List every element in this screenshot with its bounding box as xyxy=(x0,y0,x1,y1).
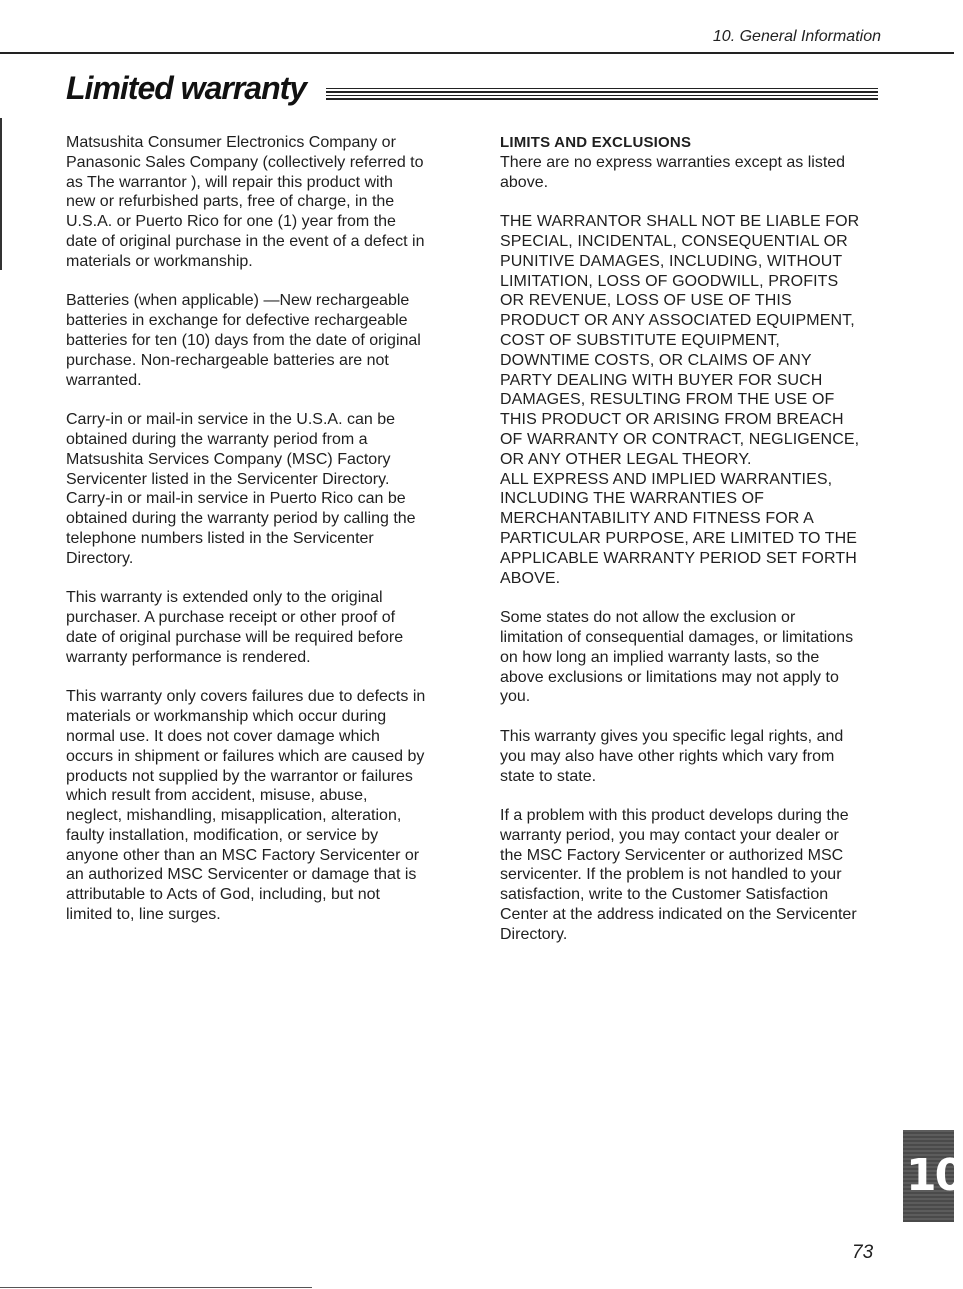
left-column xyxy=(66,133,451,945)
contact-paragraph: If a problem with this product develops during the warranty period, you may contact your dealer or the MSC Factory Servicenter or authorized MSC servicenter. If the problem is not handled to your satisfaction, write to the Customer Satisfaction Center at the address indicated on the Servicenter Directory. xyxy=(500,807,857,943)
service-paragraph: Carry-in or mail-in service in the U.S.A. can be obtained during the warranty period from a Matsushita Services Company (MSC) Factory Servicenter listed in the Servicenter Directory. Carry-in or mail-in service in Puerto Rico can be obtained during the warranty period by calling the telephone numbers listed in the Servicenter Directory. xyxy=(66,411,416,567)
title-rules xyxy=(326,88,878,102)
limits-intro: There are no express warranties except as listed above. xyxy=(500,153,846,191)
running-header: 10. General Information xyxy=(712,28,881,45)
page-title: Limited warranty xyxy=(66,70,307,106)
limits-heading: LIMITS AND EXCLUSIONS xyxy=(500,134,692,151)
header-rule xyxy=(0,52,954,54)
page-number: 73 xyxy=(852,1242,874,1263)
footer-rule xyxy=(0,1287,312,1288)
legal-rights-paragraph: This warranty gives you specific legal rights, and you may also have other rights which vary from state to state. xyxy=(500,727,844,785)
liability-disclaimer: THE WARRANTOR SHALL NOT BE LIABLE FOR SPECIAL, INCIDENTAL, CONSEQUENTIAL OR PUNITIVE DAMAGES, INCLUDING, WITHOUT LIMITATION, LOSS OF GOODWILL, PROFITS OR REVENUE, LOSS OF USE OF THIS PRODUCT OR ANY ASSOCIATED EQUIPMENT, COST OF SUBSTITUTE EQUIPMENT, DOWNTIME COSTS, OR CLAIMS OF ANY PARTY DEALING WITH BUYER FOR SUCH DAMAGES, RESULTING FROM THE USE OF THIS PRODUCT OR ARISING FROM BREACH OF WARRANTY OR CONTRACT, NEGLIGENCE, OR ANY OTHER LEGAL THEORY. ALL EXPRESS AND IMPLIED WARRANTIES, INCLUDING THE WARRANTIES OF MERCHANTABILITY AND FITNESS FOR A PARTICULAR PURPOSE, ARE LIMITED TO THE APPLICABLE WARRANTY PERIOD SET FORTH ABOVE. xyxy=(500,213,860,587)
margin-bar xyxy=(0,118,2,270)
original-purchaser-paragraph: This warranty is extended only to the original purchaser. A purchase receipt or other proof of date of original purchase will be required before warranty performance is rendered. xyxy=(66,589,404,666)
state-exclusions-paragraph: Some states do not allow the exclusion or limitation of consequential damages, or limitations on how long an implied warranty lasts, so the above exclusions or limitations may not apply to you. xyxy=(500,609,854,706)
warranty-paragraph: Matsushita Consumer Electronics Company or Panasonic Sales Company (collectively referred to as The warrantor ), will repair this product with new or refurbished parts, free of charge, in the U.S.A. or Puerto Rico for one (1) year from the date of original purchase in the event of a defect in materials or workmanship. xyxy=(66,134,425,270)
batteries-paragraph: Batteries (when applicable) —New rechargeable batteries in exchange for defective rechargeable batteries for ten (10) days from the date of original purchase. Non-rechargeable batteries are not warranted. xyxy=(66,292,421,389)
coverage-paragraph: This warranty only covers failures due to defects in materials or workmanship which occur during normal use. It does not cover damage which occurs in shipment or failures which are caused by products not supplied by the warrantor or failures which result from accident, misuse, abuse, neglect, mishandling, misapplication, alteration, faulty installation, modification, or service by anyone other than an MSC Factory Servicenter or an authorized MSC Servicenter or damage that is attributable to Acts of God, including, but not limited to, line surges. xyxy=(66,688,426,924)
section-tab-number: 10 xyxy=(906,1150,963,1201)
right-column xyxy=(500,133,885,964)
